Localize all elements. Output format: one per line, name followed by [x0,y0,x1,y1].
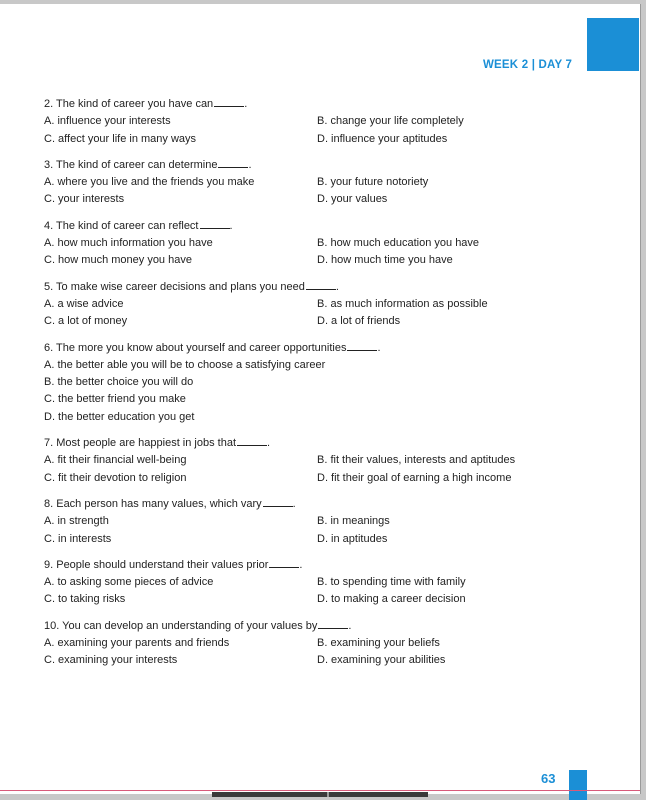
answer-blank [218,158,248,168]
options-row [44,235,544,252]
option-c[interactable]: C. examining your interests [44,654,178,667]
options-row [44,452,544,469]
question-stem: 6. The more you know about yourself and career opportunities . [44,341,381,354]
answer-blank [318,619,348,629]
option-a[interactable]: A. a wise advice [44,297,124,310]
question-10 [44,618,544,670]
option-d[interactable]: D. examining your abilities [317,654,446,667]
option-c[interactable]: C. a lot of money [44,315,128,328]
question-9 [44,557,544,609]
option-b[interactable]: B. change your life completely [317,115,464,128]
option-a[interactable]: A. influence your interests [44,115,171,128]
option-c[interactable]: C. your interests [44,193,125,206]
question-2 [44,96,544,148]
options-row [44,635,544,652]
options-row [44,113,544,130]
page-number: 63 [541,771,556,786]
option-d[interactable]: D. in aptitudes [317,532,388,545]
question-stem: 9. People should understand their values prior . [44,558,303,571]
question-7 [44,435,544,487]
option-c[interactable]: C. how much money you have [44,254,192,267]
question-list [44,96,544,679]
options-row [44,131,544,148]
options-row [44,191,544,208]
options-row [44,574,544,591]
header-separator: | [531,59,536,71]
option-d[interactable]: D. fit their goal of earning a high income [317,471,512,484]
question-stem: 5. To make wise career decisions and plans you need . [44,280,339,293]
answer-blank [306,280,336,290]
answer-blank [269,558,299,568]
answer-blank [263,497,293,507]
options-row [44,591,544,608]
option-a[interactable]: A. to asking some pieces of advice [44,576,214,589]
option-a[interactable]: A. how much information you have [44,237,213,250]
week-day-header [483,59,572,71]
question-stem: 4. The kind of career can reflect . [44,219,233,232]
question-stem: 10. You can develop an understanding of your values by . [44,619,352,632]
question-stem: 7. Most people are happiest in jobs that . [44,437,271,450]
question-6 [44,340,544,426]
options-row [44,296,544,313]
option-b[interactable]: B. in meanings [317,515,390,528]
question-8 [44,496,544,548]
option-d[interactable]: D. to making a career decision [317,593,466,606]
options-row [44,174,544,191]
options-row [44,531,544,548]
option-b[interactable]: B. as much information as possible [317,297,488,310]
option-a[interactable]: A. fit their financial well-being [44,454,187,467]
question-stem: 8. Each person has many values, which vary . [44,497,296,510]
day-label: DAY 7 [538,59,573,71]
answer-blank [347,341,377,351]
question-3 [44,157,544,209]
viewer-scrollbar[interactable] [212,792,428,797]
option-d[interactable]: D. the better education you get [44,410,195,423]
option-a[interactable]: A. the better able you will be to choose a satisfying career [44,358,326,371]
option-c[interactable]: C. in interests [44,532,112,545]
option-b[interactable]: B. to spending time with family [317,576,466,589]
page-number-tab [569,770,587,800]
worksheet-page [0,4,641,794]
option-b[interactable]: B. examining your beliefs [317,637,440,650]
option-a[interactable]: A. examining your parents and friends [44,637,230,650]
corner-accent-block [587,18,639,71]
option-d[interactable]: D. how much time you have [317,254,453,267]
options-row [44,513,544,530]
question-4 [44,218,544,270]
options-row [44,652,544,669]
option-a[interactable]: A. where you live and the friends you make [44,176,255,189]
option-c[interactable]: C. to taking risks [44,593,126,606]
option-b[interactable]: B. your future notoriety [317,176,429,189]
question-stem: 3. The kind of career can determine . [44,158,252,171]
option-a[interactable]: A. in strength [44,515,109,528]
option-b[interactable]: B. the better choice you will do [44,376,194,389]
page-bottom-border [0,790,640,791]
option-c[interactable]: C. fit their devotion to religion [44,471,187,484]
week-label: WEEK 2 [483,59,529,71]
answer-blank [200,219,230,229]
option-c[interactable]: C. affect your life in many ways [44,132,197,145]
answer-blank [214,97,244,107]
options-row [44,470,544,487]
option-c[interactable]: C. the better friend you make [44,393,186,406]
option-b[interactable]: B. fit their values, interests and aptitudes [317,454,516,467]
option-d[interactable]: D. influence your aptitudes [317,132,448,145]
scrollbar-divider [327,792,329,797]
question-stem: 2. The kind of career you have can . [44,98,248,110]
options-row [44,252,544,269]
option-d[interactable]: D. your values [317,193,388,206]
option-b[interactable]: B. how much education you have [317,237,480,250]
answer-blank [237,436,267,446]
question-5 [44,279,544,331]
option-d[interactable]: D. a lot of friends [317,315,401,328]
options-row [44,313,544,330]
